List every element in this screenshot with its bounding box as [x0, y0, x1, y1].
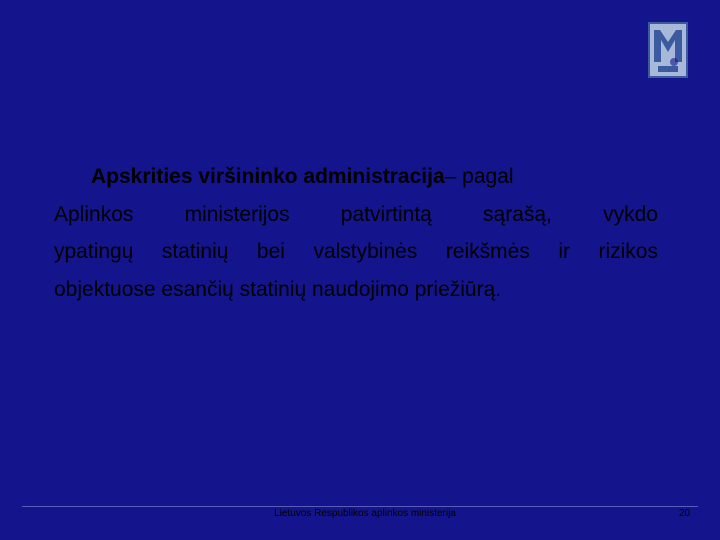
ministry-logo-icon — [648, 22, 688, 78]
paragraph-line-1 — [54, 158, 658, 196]
footer-organization: Lietuvos Respublikos aplinkos ministerija — [274, 508, 456, 519]
paragraph-word: ir — [558, 240, 570, 263]
paragraph-word: Aplinkos — [54, 202, 134, 226]
footer-divider — [22, 506, 698, 507]
paragraph-word: rizikos — [598, 240, 658, 263]
paragraph-word: patvirtintą — [340, 202, 432, 226]
paragraph-word: sąrašą, — [483, 202, 552, 226]
page-number: 20 — [678, 508, 690, 519]
paragraph-word: ministerijos — [184, 202, 290, 226]
paragraph-bold-heading: Apskrities viršininko administracija — [91, 165, 445, 188]
paragraph-word: vykdo — [603, 202, 658, 226]
paragraph-line-4: objektuose esančių statinių naudojimo priežiūrą. — [54, 277, 502, 301]
slide-body-paragraph — [54, 158, 658, 308]
paragraph-line1-rest: – pagal — [444, 165, 514, 188]
paragraph-line-3 — [54, 233, 658, 271]
paragraph-line-2 — [54, 196, 658, 234]
paragraph-word: statinių — [161, 240, 229, 263]
paragraph-word: bei — [256, 240, 285, 263]
paragraph-word: valstybinės — [313, 240, 418, 263]
paragraph-word: reikšmės — [445, 240, 530, 263]
paragraph-word: ypatingų — [54, 240, 134, 263]
